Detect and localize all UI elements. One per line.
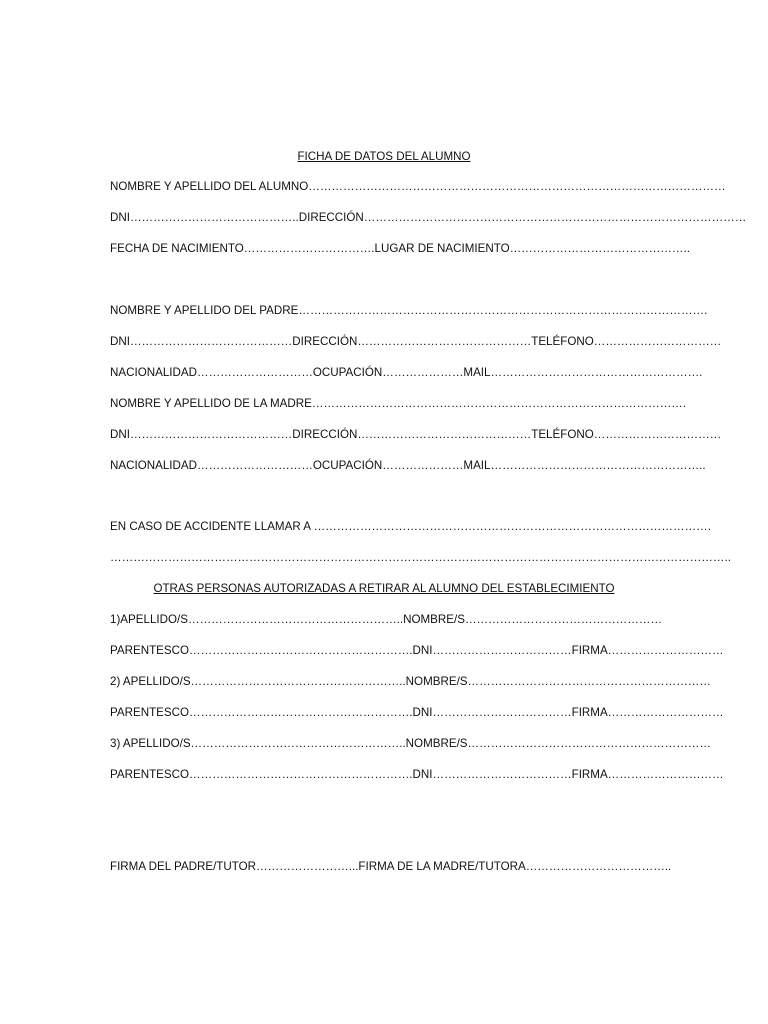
authorized-person-1-name-line: 1)APELLIDO/S………………………………………………..NOMBRE/S……………………………………………: [110, 613, 663, 626]
authorized-person-2-relation-line: PARENTESCO………………………………………………….DNI………………………………FIRMA…………………………: [110, 706, 724, 719]
father-nationality-occupation-mail-line: NACIONALIDAD…………………………OCUPACIÓN…………………MAIL……………………………………………….: [110, 366, 703, 379]
mother-name-line: NOMBRE Y APELLIDO DE LA MADRE…………………………………………………………………………………….: [110, 397, 687, 410]
emergency-blank-line: ……………………………………………………………………………………………………………………………………………..: [110, 551, 731, 564]
student-dni-address-line: DNI……………………………………..DIRECCIÓN………………………………………………………………………………………: [110, 211, 747, 224]
father-dni-address-phone-line: DNI……………………………………DIRECCIÓN………………………………………TELÉFONO……………………………: [110, 335, 722, 348]
authorized-person-3-relation-line: PARENTESCO………………………………………………….DNI………………………………FIRMA…………………………: [110, 768, 724, 781]
signatures-line: FIRMA DEL PADRE/TUTOR……………………...FIRMA DE LA MADRE/TUTORA………………………………..: [110, 860, 672, 873]
student-birth-line: FECHA DE NACIMIENTO…………………………….LUGAR DE NACIMIENTO………………………………………..: [110, 242, 690, 255]
student-name-line: NOMBRE Y APELLIDO DEL ALUMNO………………………………………………………………………………………………: [110, 180, 726, 193]
authorized-person-2-name-line: 2) APELLIDO/S………………………………………………..NOMBRE/S………………………………………………………: [110, 675, 711, 688]
mother-dni-address-phone-line: DNI……………………………………DIRECCIÓN………………………………………TELÉFONO……………………………: [110, 428, 722, 441]
form-title: FICHA DE DATOS DEL ALUMNO: [297, 150, 471, 163]
authorized-person-3-name-line: 3) APELLIDO/S………………………………………………..NOMBRE/S………………………………………………………: [110, 737, 711, 750]
authorized-person-1-relation-line: PARENTESCO………………………………………………….DNI………………………………FIRMA…………………………: [110, 644, 724, 657]
mother-nationality-occupation-mail-line: NACIONALIDAD…………………………OCUPACIÓN…………………MAIL………………………………………………..: [110, 459, 706, 472]
emergency-call-line: EN CASO DE ACCIDENTE LLAMAR A ………………………………………………………………………………………….: [110, 520, 712, 533]
authorized-persons-heading: OTRAS PERSONAS AUTORIZADAS A RETIRAR AL ALUMNO DEL ESTABLECIMIENTO: [153, 582, 615, 595]
father-name-line: NOMBRE Y APELLIDO DEL PADRE…………………………………………………………………………………………….: [110, 304, 708, 317]
